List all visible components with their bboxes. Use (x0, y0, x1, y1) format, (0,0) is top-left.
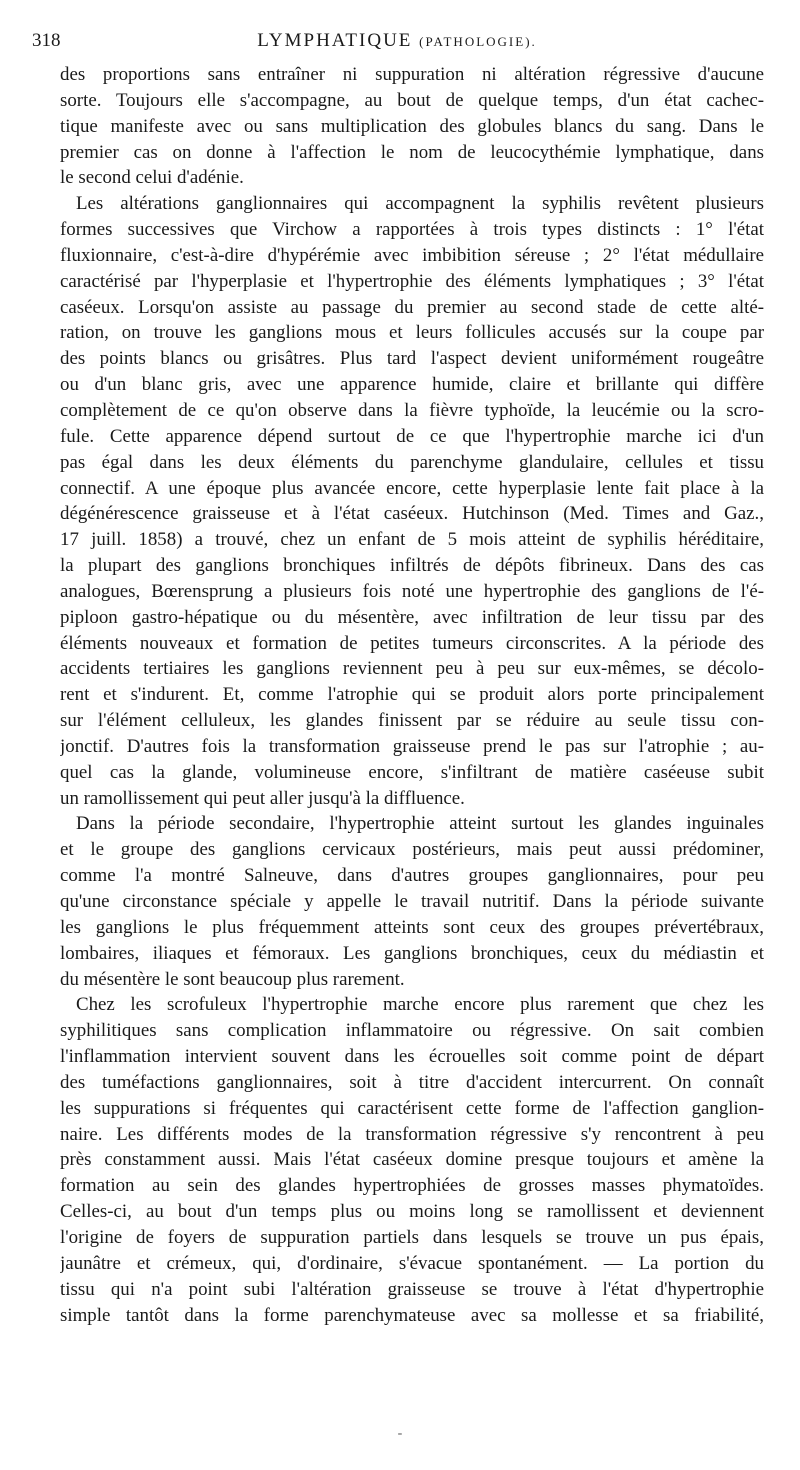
text-line: tissu qui n'a point subi l'altération graisseuse se trouve à l'état d'hypertrophie (60, 1278, 764, 1300)
text-line: analogues, Bœrensprung a plusieurs fois noté une hypertrophie des ganglions de l'é- (60, 580, 764, 602)
text-line: formes successives que Virchow a rapportées à trois types distincts : 1° l'état (60, 219, 764, 241)
text-line: ou d'un blanc gris, avec une apparence humide, claire et brillante qui diffère (60, 374, 764, 396)
page-number: 318 (32, 30, 61, 51)
text-line: ration, on trouve les ganglions mous et leurs follicules accusés sur la coupe par (60, 322, 764, 344)
text-line: les ganglions le plus fréquemment atteints sont ceux des groupes prévertébraux, (60, 916, 764, 938)
text-line: accidents tertiaires les ganglions reviennent peu à peu sur eux-mêmes, se décolo- (60, 658, 764, 680)
text-line: le second celui d'adénie. (60, 167, 244, 189)
running-title-subtitle: (PATHOLOGIE). (419, 34, 537, 49)
body-text (60, 62, 764, 1328)
text-line: caractérisé par l'hyperplasie et l'hypertrophie des éléments lymphatiques ; 3° l'état (60, 270, 764, 292)
text-line: qu'une circonstance spéciale y appelle le travail nutritif. Dans la période suivante (60, 891, 764, 912)
text-line: des proportions sans entraîner ni suppuration ni altération régressive d'aucune (60, 64, 764, 85)
text-line: rent et s'indurent. Et, comme l'atrophie qui se produit alors porte principalement (60, 684, 764, 706)
text-line: naire. Les différents modes de la transformation régressive s'y rencontrent à peu (60, 1123, 764, 1145)
text-line: les suppurations si fréquentes qui caractérisent cette forme de l'affection ganglion- (60, 1097, 764, 1119)
text-line: jaunâtre et crémeux, qui, d'ordinaire, s'évacue spontanément. — La portion du (60, 1252, 764, 1274)
text-line: syphilitiques sans complication inflammatoire ou régressive. On sait combien (60, 1020, 764, 1042)
text-line: simple tantôt dans la forme parenchymateuse avec sa mollesse et sa friabilité, (60, 1304, 764, 1326)
text-line: sur l'élément celluleux, les glandes finissent par se réduire au seule tissu con- (60, 710, 764, 732)
text-line: Dans la période secondaire, l'hypertrophie atteint surtout les glandes inguinales (76, 813, 764, 835)
text-line: fluxionnaire, c'est-à-dire d'hypérémie avec imbibition séreuse ; 2° l'état médullaire (60, 244, 764, 266)
text-line: l'origine de foyers de suppuration partiels dans lesquels se trouve un pus épais, (60, 1226, 764, 1248)
text-line: lombaires, iliaques et fémoraux. Les ganglions bronchiques, ceux du médiastin et (60, 942, 764, 964)
text-line: caséeux. Lorsqu'on assiste au passage du premier au second stade de cette alté- (60, 296, 764, 318)
text-line: l'inflammation intervient souvent dans les écrouelles soit comme point de départ (60, 1046, 764, 1068)
text-line: dégénérescence graisseuse et à l'état caséeux. Hutchinson (Med. Times and Gaz., (60, 503, 764, 525)
text-line: formation au sein des glandes hypertrophiées de grosses masses phymatoïdes. (60, 1175, 764, 1197)
text-line: quel cas la glande, volumineuse encore, s'infiltrant de matière caséeuse subit (60, 761, 764, 783)
text-line: comme l'a montré Salneuve, dans d'autres groupes ganglionnaires, pour peu (60, 865, 764, 887)
text-line: la plupart des ganglions bronchiques infiltrés de dépôts fibrineux. Dans des cas (60, 555, 764, 577)
running-title (32, 30, 762, 52)
text-line: près constamment aussi. Mais l'état caséeux domine presque toujours et amène la (60, 1149, 764, 1171)
text-line: éléments nouveaux et formation de petites tumeurs circonscrites. A la période des (60, 632, 764, 654)
text-line: sorte. Toujours elle s'accompagne, au bout de quelque temps, d'un état cachec- (60, 89, 764, 111)
text-line: jonctif. D'autres fois la transformation graisseuse prend le pas sur l'atrophie ; au- (60, 735, 764, 757)
text-line: un ramollissement qui peut aller jusqu'à la diffluence. (60, 787, 465, 809)
text-line: fule. Cette apparence dépend surtout de ce que l'hypertrophie marche ici d'un (60, 425, 764, 447)
running-title-main: LYMPHATIQUE (257, 30, 413, 51)
text-line: des points blancs ou grisâtres. Plus tard l'aspect devient uniformément rougeâtre (60, 348, 764, 370)
text-line: piploon gastro-hépatique ou du mésentère, avec infiltration de leur tissu par des (60, 606, 764, 628)
text-line: Celles-ci, au bout d'un temps plus ou moins long se ramollissent et deviennent (60, 1201, 764, 1223)
text-line: Les altérations ganglionnaires qui accompagnent la syphilis revêtent plusieurs (76, 193, 764, 215)
text-line: du mésentère le sont beaucoup plus rarement. (60, 968, 405, 990)
text-line: Chez les scrofuleux l'hypertrophie marche encore plus rarement que chez les (76, 994, 764, 1016)
text-line: premier cas on donne à l'affection le nom de leucocythémie lymphatique, dans (60, 141, 764, 163)
text-line: pas égal dans les deux éléments du parenchyme glandulaire, cellules et tissu (60, 451, 764, 473)
page-header (32, 30, 762, 58)
text-line: tique manifeste avec ou sans multiplication des globules blancs du sang. Dans le (60, 115, 764, 137)
text-line: 17 juill. 1858) a trouvé, chez un enfant de 5 mois atteint de syphilis héréditaire, (60, 529, 764, 551)
text-line: connectif. A une époque plus avancée encore, cette hyperplasie lente fait place à la (60, 477, 764, 499)
text-line: des tuméfactions ganglionnaires, soit à titre d'accident intercurrent. On connaît (60, 1071, 764, 1093)
text-line: complètement de ce qu'on observe dans la fièvre typhoïde, la leucémie ou la scro- (60, 399, 764, 421)
footer-mark: - (397, 1426, 403, 1441)
text-line: et le groupe des ganglions cervicaux postérieurs, mais peut aussi prédominer, (60, 839, 764, 861)
